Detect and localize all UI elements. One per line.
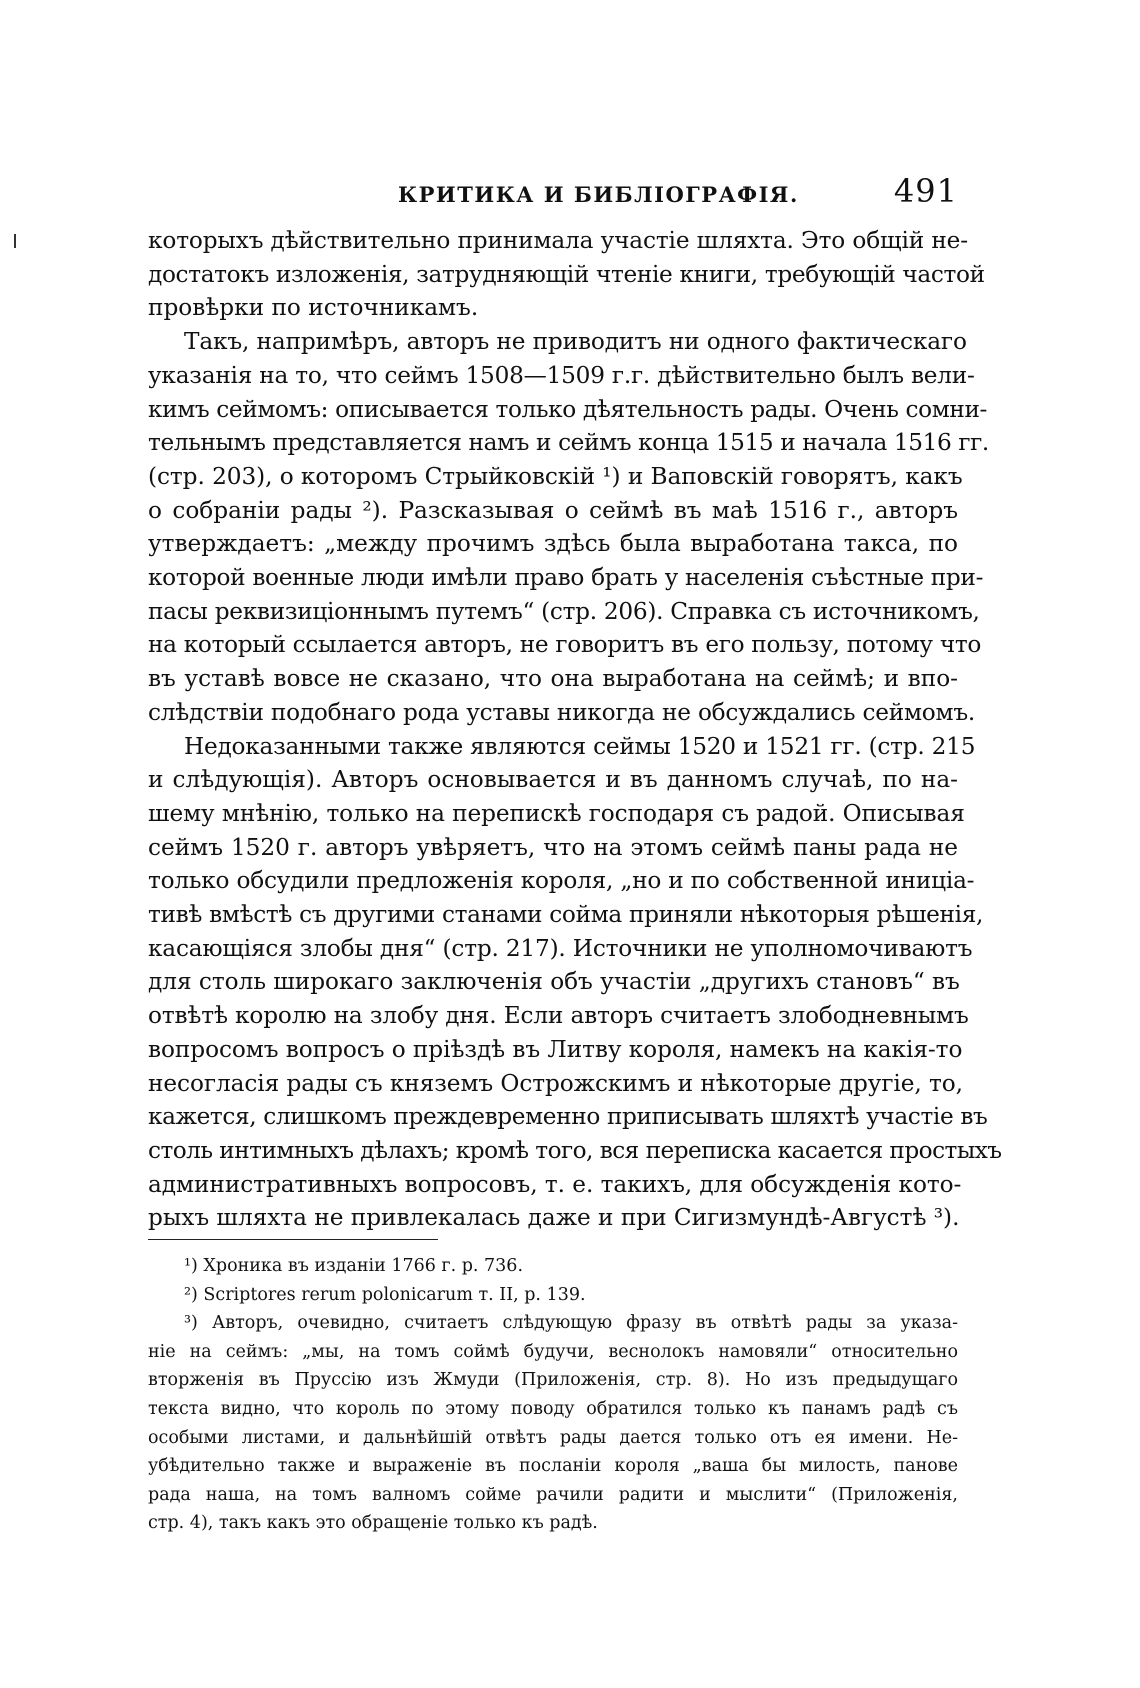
text-line: сеймъ 1520 г. авторъ увѣряетъ, что на этомъ сеймѣ паны рада не: [148, 833, 958, 861]
text-line: пасы реквизиціоннымъ путемъ“ (стр. 206). Справка съ источникомъ,: [148, 597, 980, 625]
text-line: кажется, слишкомъ преждевременно приписывать шляхтѣ участіе въ: [148, 1103, 988, 1131]
footnote-line: рада наша, на томъ валномъ сойме рачили радити и мыслити“ (Приложенія,: [148, 1484, 958, 1505]
footnote-3: [148, 1309, 958, 1538]
page-number: 491: [893, 172, 958, 210]
text-line: касающіяся злобы дня“ (стр. 217). Источники не уполномочиваютъ: [148, 934, 973, 962]
body-text: [148, 224, 1002, 1235]
footnote-line: убѣдительно также и выраженіе въ посланіи короля „ваша бы милость, панове: [148, 1456, 958, 1477]
footnote-line: вторженія въ Пруссію изъ Жмуди (Приложенія, стр. 8). Но изъ предыдущаго: [148, 1370, 958, 1391]
paragraph: [148, 730, 1002, 1236]
text-line: отвѣтѣ королю на злобу дня. Если авторъ считаетъ злободневнымъ: [148, 1002, 969, 1030]
footnote-rule: [148, 1239, 438, 1240]
footnote-line: ¹) Хроника въ изданіи 1766 г. р. 736.: [184, 1256, 524, 1276]
footnote-2: [148, 1281, 958, 1310]
running-title: КРИТИКА И БИБЛІОГРАФІЯ.: [398, 182, 799, 207]
footnote-line: текста видно, что король по этому поводу обратился только къ панамъ радѣ съ: [148, 1398, 958, 1419]
text-line: и слѣдующія). Авторъ основывается и въ данномъ случаѣ, по на-: [148, 766, 958, 794]
text-line: въ уставѣ вовсе не сказано, что она выработана на сеймѣ; и впо-: [148, 665, 958, 693]
text-line: вопросомъ вопросъ о пріѣздѣ въ Литву короля, намекъ на какія-то: [148, 1035, 963, 1063]
text-line: достатокъ изложенія, затрудняющій чтеніе книги, требующій частой: [148, 260, 985, 288]
footnote-line: ²) Scriptores rerum polonicarum т. II, р. 139.: [184, 1284, 586, 1305]
text-line: на который ссылается авторъ, не говоритъ въ его пользу, потому что: [148, 631, 982, 659]
text-line: рыхъ шляхта не привлекалась даже и при Сигизмундѣ-Августѣ ³).: [148, 1204, 960, 1232]
text-line: (стр. 203), о которомъ Стрыйковскій ¹) и Ваповскій говорятъ, какъ: [148, 462, 963, 490]
text-line: несогласія рады съ княземъ Острожскимъ и нѣкоторые другіе, то,: [148, 1069, 963, 1097]
text-line: указанія на то, что сеймъ 1508—1509 г.г. дѣйствительно былъ вели-: [148, 361, 975, 389]
text-line: для столь широкаго заключенія объ участіи „другихъ становъ“ въ: [148, 968, 960, 996]
text-line: Недоказанными также являются сеймы 1520 и 1521 гг. (стр. 215: [184, 732, 976, 760]
text-line: о собраніи рады ²). Разсказывая о сеймѣ въ маѣ 1516 г., авторъ: [148, 496, 958, 524]
text-line: которой военные люди имѣли право брать у населенія съѣстные при-: [148, 564, 984, 592]
text-line: кимъ сеймомъ: описывается только дѣятельность рады. Очень сомни-: [148, 395, 988, 423]
footnote-line: особыми листами, и дальнѣйшій отвѣтъ рады дается только отъ ея имени. Не-: [148, 1427, 958, 1448]
text-line: Такъ, напримѣръ, авторъ не приводитъ ни одного фактическаго: [184, 328, 967, 356]
footnote-1: [148, 1252, 958, 1281]
footnote-line: стр. 4), такъ какъ это обращеніе только къ радѣ.: [148, 1513, 598, 1534]
paragraph: [148, 325, 989, 729]
text-line: провѣрки по источникамъ.: [148, 294, 479, 322]
text-line: шему мнѣнію, только на перепискѣ господаря съ радой. Описывая: [148, 799, 965, 827]
margin-mark: [14, 234, 16, 248]
text-line: административныхъ вопросовъ, т. е. такихъ, для обсужденія кото-: [148, 1170, 962, 1198]
text-line: тивѣ вмѣстѣ съ другими станами сойма приняли нѣкоторыя рѣшенія,: [148, 901, 984, 929]
running-head: [148, 172, 958, 212]
text-line: утверждаетъ: „между прочимъ здѣсь была выработана такса, по: [148, 530, 958, 558]
text-line: слѣдствіи подобнаго рода уставы никогда не обсуждались сеймомъ.: [148, 698, 976, 726]
text-line: тельнымъ представляется намъ и сеймъ конца 1515 и начала 1516 гг.: [148, 429, 989, 457]
text-line: которыхъ дѣйствительно принимала участіе шляхта. Это общій не-: [148, 227, 968, 254]
paragraph: [148, 224, 985, 325]
text-line: столь интимныхъ дѣлахъ; кромѣ того, вся переписка касается простыхъ: [148, 1136, 1002, 1164]
text-line: только обсудили предложенія короля, „но и по собственной иниціа-: [148, 867, 975, 895]
footnote-line: ³) Авторъ, очевидно, считаетъ слѣдующую фразу въ отвѣтѣ рады за указа-: [184, 1313, 958, 1334]
footnote-line: ніе на сеймъ: „мы, на томъ соймѣ будучи, веснолокъ намовяли“ относительно: [148, 1341, 958, 1362]
footnotes: [148, 1252, 958, 1538]
